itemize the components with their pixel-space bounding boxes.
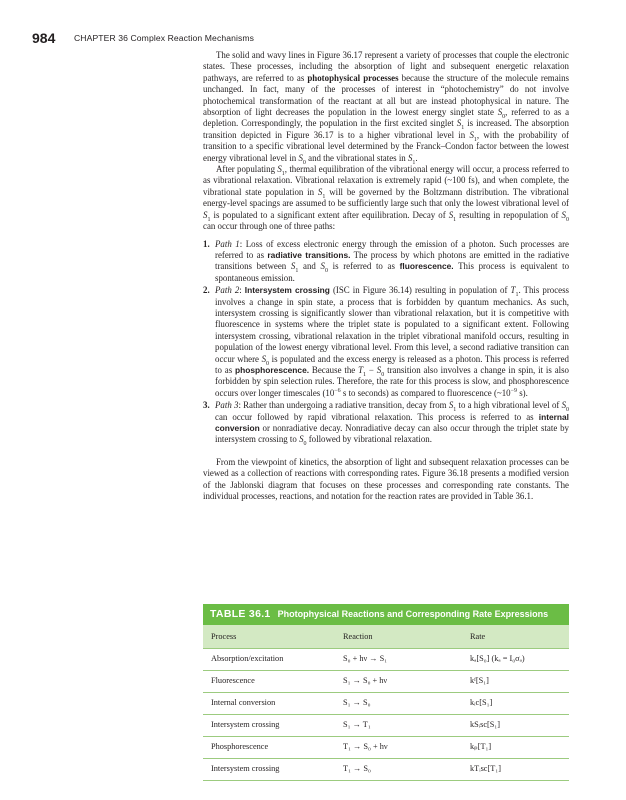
term-photophysical: photophysical processes bbox=[307, 72, 399, 83]
term-phosphorescence: phosphorescence. bbox=[235, 364, 310, 375]
header-process: Process bbox=[211, 632, 237, 641]
term-fluorescence: fluorescence. bbox=[399, 261, 454, 272]
decay-paths-list bbox=[203, 239, 569, 446]
table-row: Intersystem crossing S₁ → T₁ kSᵢsc[S₁] bbox=[203, 715, 569, 737]
chapter-title: CHAPTER 36 Complex Reaction Mechanisms bbox=[74, 33, 255, 43]
paragraph-2: After populating $S_1$, thermal equilibration of the vibrational energy will occur, a process referred to as vibrational relaxation. Vibrational relaxation is extremely rapid (~100 fs), and when complete, the vibrational state population in $S_1$ will be governed by the Boltzmann distribution. The vibrational energy-level spacings are assumed to be sufficiently large such that only the lowest vibrational level of $S_1$ is populated to a significant extent after equilibration. Decay of $S_1$ resulting in repopulation of $S_0$ can occur through one of three paths: bbox=[203, 164, 570, 232]
table-title: Photophysical Reactions and Corresponding Rate Expressions bbox=[277, 609, 549, 619]
running-header bbox=[32, 30, 598, 48]
table-row: Absorption/excitation S₀ + hν → S₁ kₐ[S₀] (kₐ = I₀σₐ) bbox=[203, 649, 569, 671]
table-36-1 bbox=[203, 604, 569, 781]
term-intersystem-crossing: Intersystem crossing bbox=[244, 285, 330, 296]
table-row: Internal conversion S₁ → S₀ kᵢc[S₁] bbox=[203, 693, 569, 715]
list-item: 3. Path 3: Rather than undergoing a radiative transition, decay from $S_1$ to a high vibrational level of $S_0$ can occur followed by rapid vibrational relaxation. This process is referred to as internal conversion or nonradiative decay. Nonradiative decay can also occur through the triplet state by intersystem crossing to $S_0$ followed by vibrational relaxation. bbox=[203, 400, 569, 448]
term-internal-conversion: internal conversion bbox=[215, 411, 569, 433]
table-row: Phosphorescence T₁ → S₀ + hν kₚ[T₁] bbox=[203, 737, 569, 759]
table-title-bar bbox=[203, 604, 569, 625]
table-header-row bbox=[203, 625, 569, 649]
paragraph-3: From the viewpoint of kinetics, the absorption of light and subsequent relaxation processes can be viewed as a collection of reactions with corresponding rates. Figure 36.18 presents a modified version of the Jablonski diagram that focuses on these processes and corresponding rate constants. The individual processes, reactions, and notation for the reaction rates are provided in Table 36.1. bbox=[203, 456, 569, 502]
page-number: 984 bbox=[32, 30, 56, 46]
body-text bbox=[203, 50, 569, 502]
header-rate: Rate bbox=[470, 632, 486, 641]
table-number: TABLE 36.1 bbox=[210, 608, 271, 620]
paragraph-1: The solid and wavy lines in Figure 36.17 represent a variety of processes that couple the electronic states. These processes, including the absorption of light and subsequent energetic relaxation pathways, are referred to as photophysical processes because the structure of the molecule remains unchanged. In fact, many of the processes of interest in “photochemistry” do not involve photochemical transformation of the reactant at all but are instead photophysical in nature. The absorption of light decreases the population in the lowest energy singlet state $S_0$, referred to as a depletion. Correspondingly, the population in the first excited singlet $S_1$ is increased. The absorption transition depicted in Figure 36.17 is to a higher vibrational level in $S_1$, with the probability of transition to a specific vibrational level determined by the Franck–Condon factor between the lowest energy vibrational level in $S_0$ and the vibrational states in $S_1$. bbox=[203, 50, 570, 166]
term-radiative: radiative transitions. bbox=[267, 249, 351, 260]
table-row: Fluorescence S₁ → S₀ + hν kᶠ[S₁] bbox=[203, 671, 569, 693]
header-reaction: Reaction bbox=[343, 632, 373, 641]
list-item: 1. Path 1: Loss of excess electronic energy through the emission of a photon. Such processes are referred to as radiative transitions. The process by which photons are emitted in the radiative transitions between $S_1$ and $S_0$ is referred to as fluorescence. This process is equivalent to spontaneous emission. bbox=[203, 238, 570, 283]
table-row: Intersystem crossing T₁ → S₀ kTᵢsc[T₁] bbox=[203, 759, 569, 781]
list-item: 2. Path 2: Intersystem crossing (ISC in Figure 36.14) resulting in population of $T_1$. This process involves a change in spin state, a process that is forbidden by quantum mechanics. As such, intersystem crossing is significantly slower than vibrational relaxation, but it is competitive with fluorescence in systems where the triplet state is populated to a significant extent. Following intersystem crossing, vibrational relaxation in the triplet vibrational manifold occurs, resulting in population of the lowest energy vibrational level. From this level, a second radiative transition can occur where $S_0$ is populated and the excess energy is released as a photon. This process is referred to as phosphorescence. Because the $T_1 - S_0$ transition also involves a change in spin, it is also forbidden by spin selection rules. Therefore, the rate for this process is slow, and phosphorescence occurs over longer timescales ($10^{-6}$ s to seconds) as compared to fluorescence ($\sim 10^{-9}$ s). bbox=[203, 285, 570, 398]
